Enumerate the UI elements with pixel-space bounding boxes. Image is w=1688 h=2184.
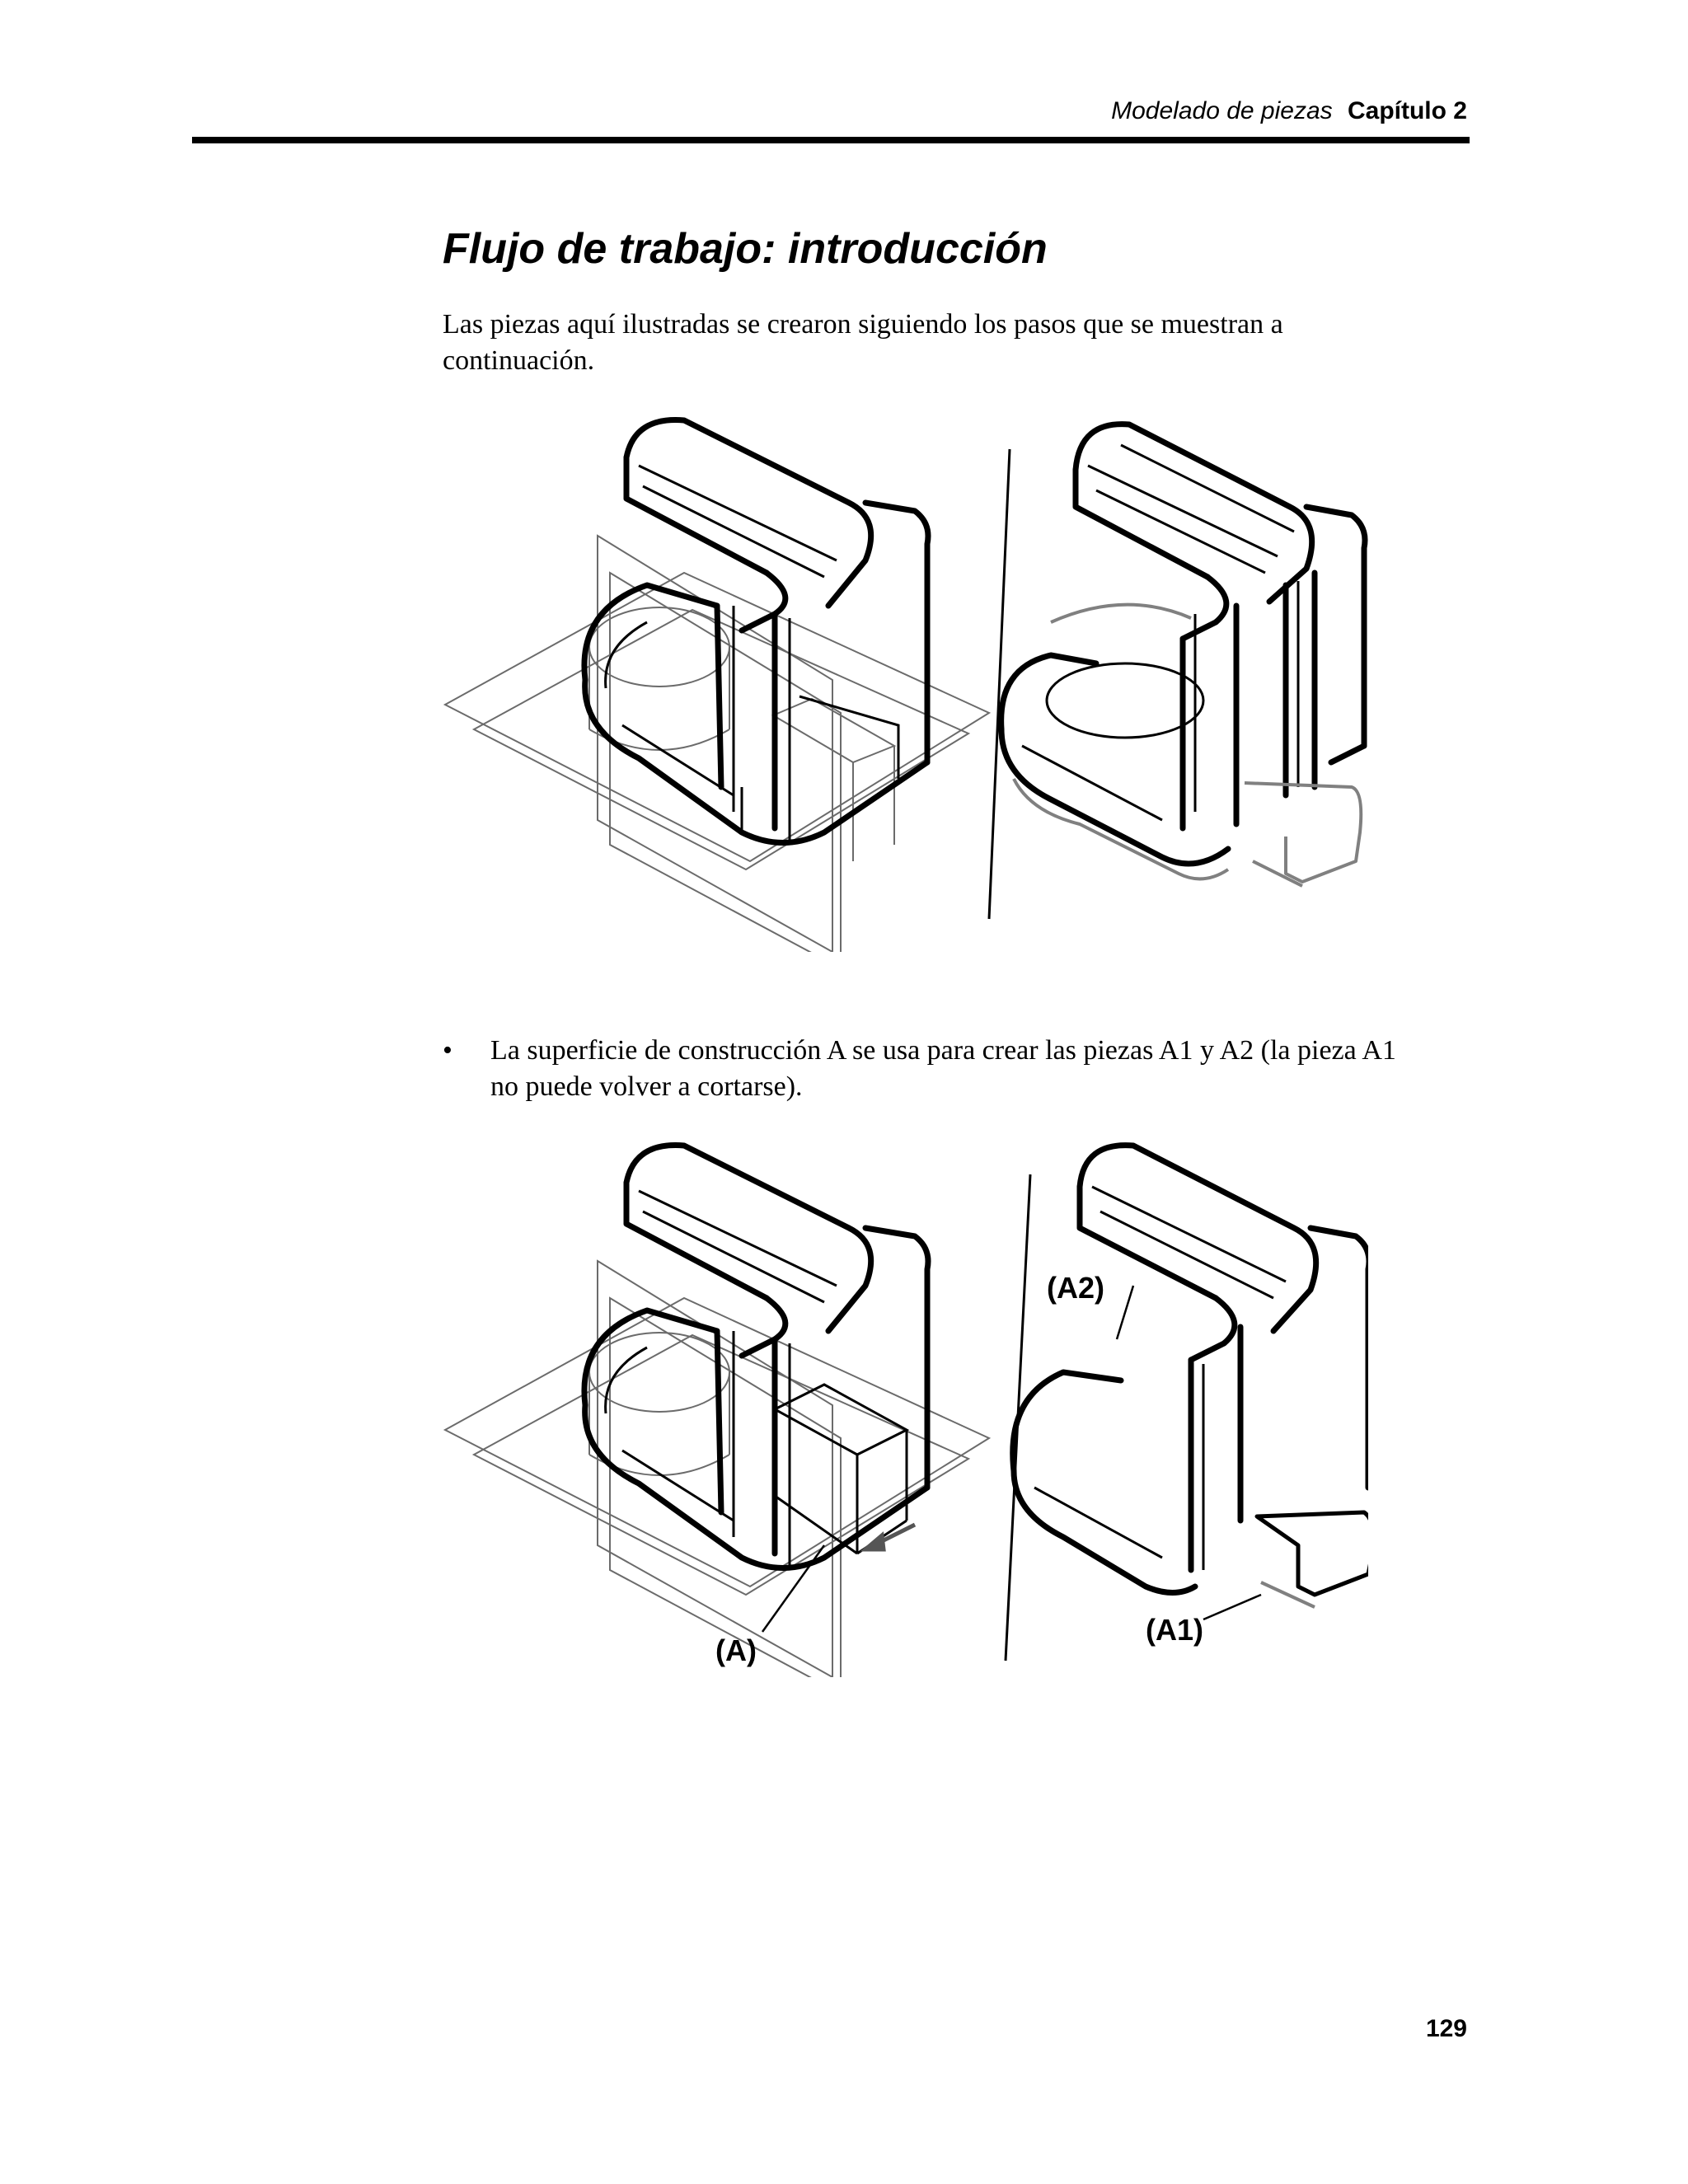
- label-a: (A): [715, 1633, 757, 1667]
- header-chapter: Capítulo 2: [1347, 97, 1467, 124]
- header-section-title: Modelado de piezas: [1111, 97, 1333, 124]
- bullet-text: La superficie de construcción A se usa para crear las piezas A1 y A2 (la pieza A1 no puede volver a cortarse).: [490, 1035, 1396, 1102]
- page-number: 129: [1425, 2015, 1467, 2042]
- running-header: [1111, 97, 1467, 125]
- label-a2: (A2): [1047, 1271, 1104, 1305]
- label-a1: (A1): [1146, 1613, 1203, 1647]
- figure-construction-surface-a: [437, 1125, 1368, 1677]
- page-title: Flujo de trabajo: introducción: [443, 225, 1048, 273]
- figure-workflow-overview-drawing: [437, 400, 1368, 952]
- intro-paragraph: Las piezas aquí ilustradas se crearon siguiendo los pasos que se muestran a continuación.: [443, 309, 1283, 376]
- figure-workflow-overview: [437, 400, 1368, 952]
- header-rule: [192, 137, 1470, 143]
- bullet-symbol: •: [443, 1035, 452, 1066]
- figure-construction-surface-drawing: [437, 1125, 1368, 1677]
